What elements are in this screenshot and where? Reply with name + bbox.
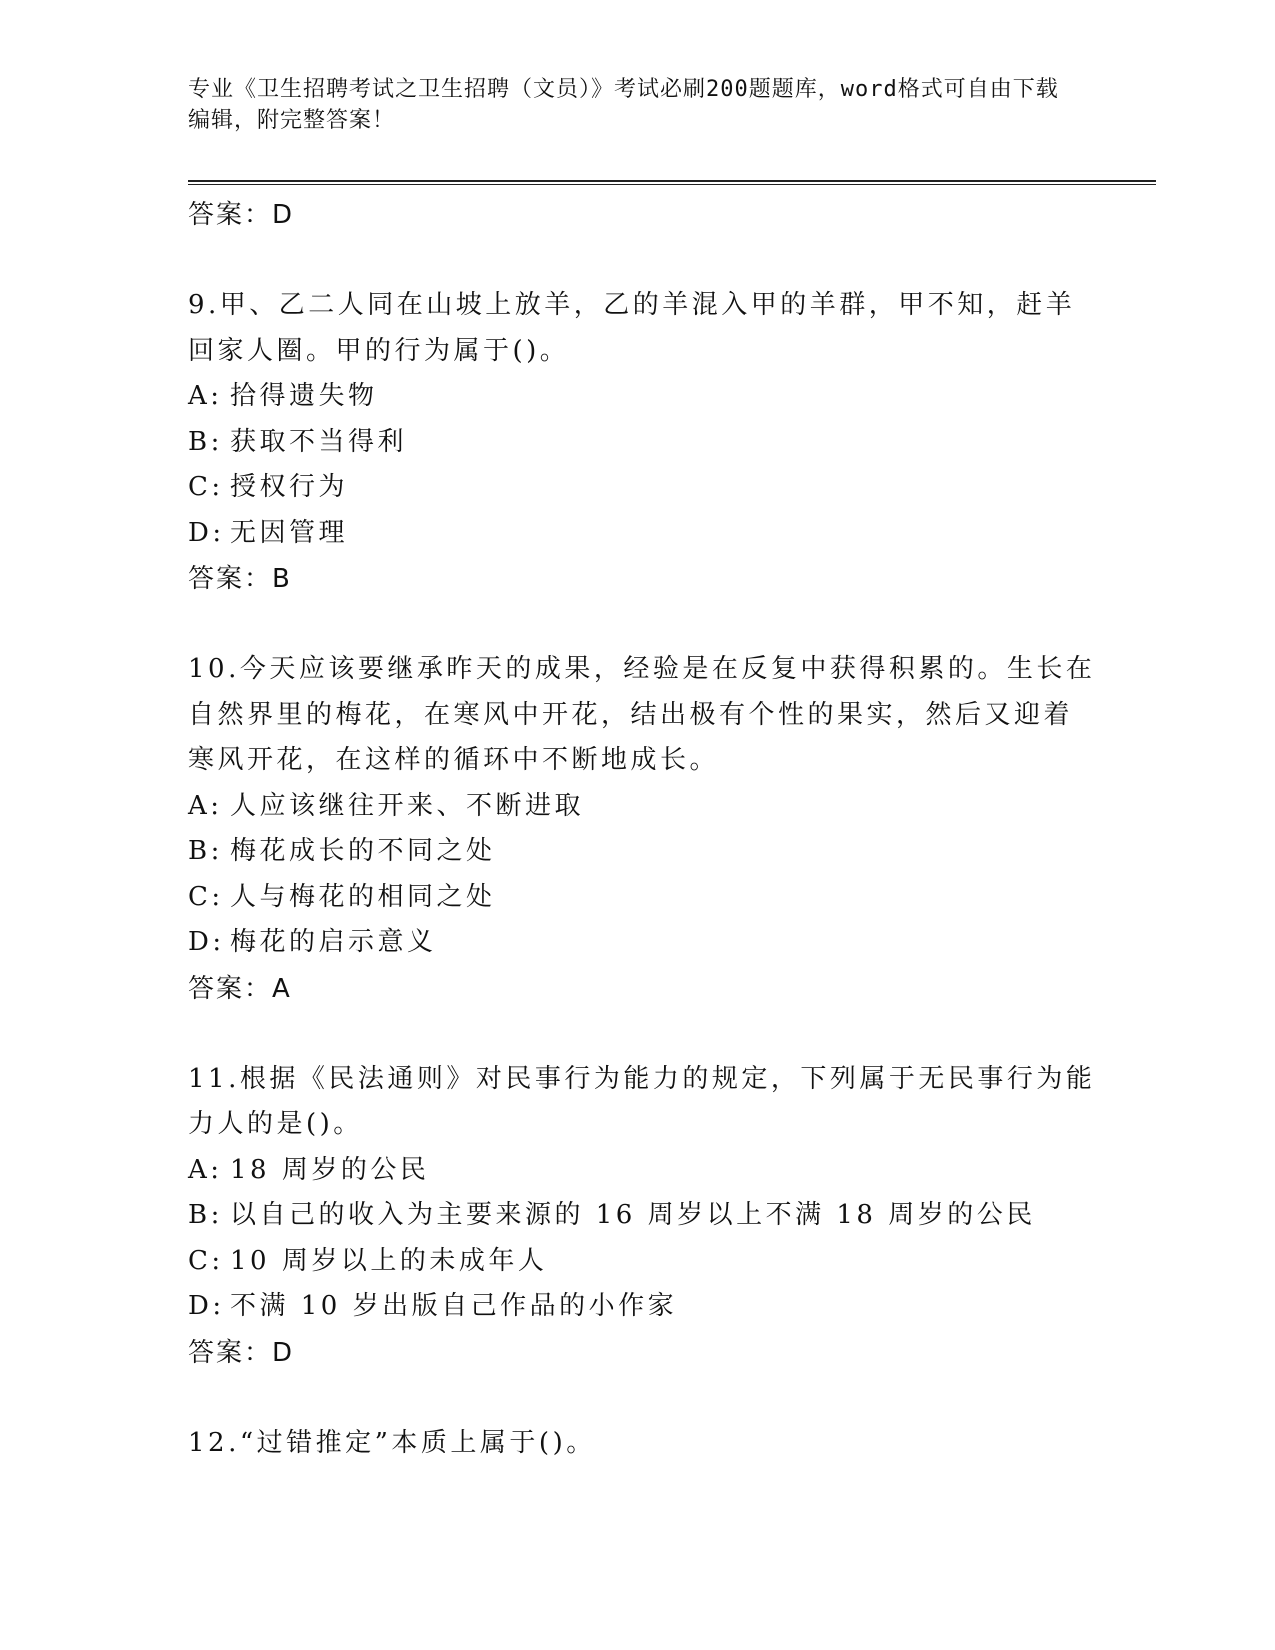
question-stem: 9.甲、乙二人同在山坡上放羊，乙的羊混入甲的羊群，甲不知，赶羊回家人圈。甲的行为属于()。	[188, 290, 1076, 366]
option-text: 拾得遗失物	[230, 381, 378, 411]
option-c	[188, 875, 1098, 921]
header-divider	[188, 180, 1156, 185]
question-stem: 10.今天应该要继承昨天的成果，经验是在反复中获得积累的。生长在自然界里的梅花，在寒风中开花，结出极有个性的果实，然后又迎着寒风开花，在这样的循环中不断地成长。	[188, 654, 1096, 775]
option-text: 梅花的启示意义	[230, 927, 437, 957]
question-11	[188, 1057, 1098, 1376]
option-letter: B:	[188, 426, 223, 457]
question-10	[188, 647, 1098, 1012]
option-text: 人应该继往开来、不断进取	[230, 790, 585, 821]
option-text: 人与梅花的相同之处	[230, 881, 496, 912]
option-text: 获取不当得利	[230, 426, 408, 457]
option-letter: D:	[188, 927, 225, 957]
answer: 答案：B	[188, 564, 292, 594]
question-12	[188, 1421, 1098, 1467]
option-text: 以自己的收入为主要来源的 16 周岁以上不满 18 周岁的公民	[230, 1200, 1036, 1230]
answer: 答案：D	[188, 1337, 295, 1368]
option-b	[188, 1193, 1098, 1239]
option-a	[188, 374, 1098, 420]
question-9	[188, 283, 1098, 602]
page-header: 专业《卫生招聘考试之卫生招聘（文员）》考试必刷200题题库，word格式可自由下载编辑，附完整答案！	[188, 77, 1059, 133]
option-a	[188, 1148, 1098, 1194]
question-stem: 12.“过错推定”本质上属于()。	[188, 1427, 596, 1458]
option-d	[188, 1284, 1098, 1330]
question-stem: 11.根据《民法通则》对民事行为能力的规定，下列属于无民事行为能力人的是()。	[188, 1063, 1096, 1139]
option-letter: D:	[188, 1291, 225, 1321]
option-text: 梅花成长的不同之处	[230, 836, 496, 866]
option-letter: B:	[188, 1200, 223, 1230]
option-letter: D:	[188, 517, 225, 548]
option-text: 无因管理	[230, 517, 349, 548]
option-letter: A:	[188, 1154, 223, 1185]
option-letter: A:	[188, 381, 223, 411]
option-text: 18 周岁的公民	[230, 1154, 430, 1185]
option-d	[188, 511, 1098, 557]
option-d	[188, 920, 1098, 966]
option-c	[188, 1239, 1098, 1285]
option-b	[188, 420, 1098, 466]
document-body	[188, 192, 1098, 1466]
option-text: 10 周岁以上的未成年人	[230, 1245, 548, 1276]
option-a	[188, 784, 1098, 830]
option-letter: B:	[188, 836, 223, 866]
answer: 答案：A	[188, 973, 292, 1004]
option-letter: A:	[188, 790, 223, 821]
previous-answer: 答案：D	[188, 200, 295, 230]
option-b	[188, 829, 1098, 875]
option-letter: C:	[188, 472, 224, 502]
option-letter: C:	[188, 881, 224, 912]
option-letter: C:	[188, 1245, 224, 1276]
option-text: 不满 10 岁出版自己作品的小作家	[230, 1291, 678, 1321]
option-c	[188, 465, 1098, 511]
option-text: 授权行为	[230, 472, 349, 502]
